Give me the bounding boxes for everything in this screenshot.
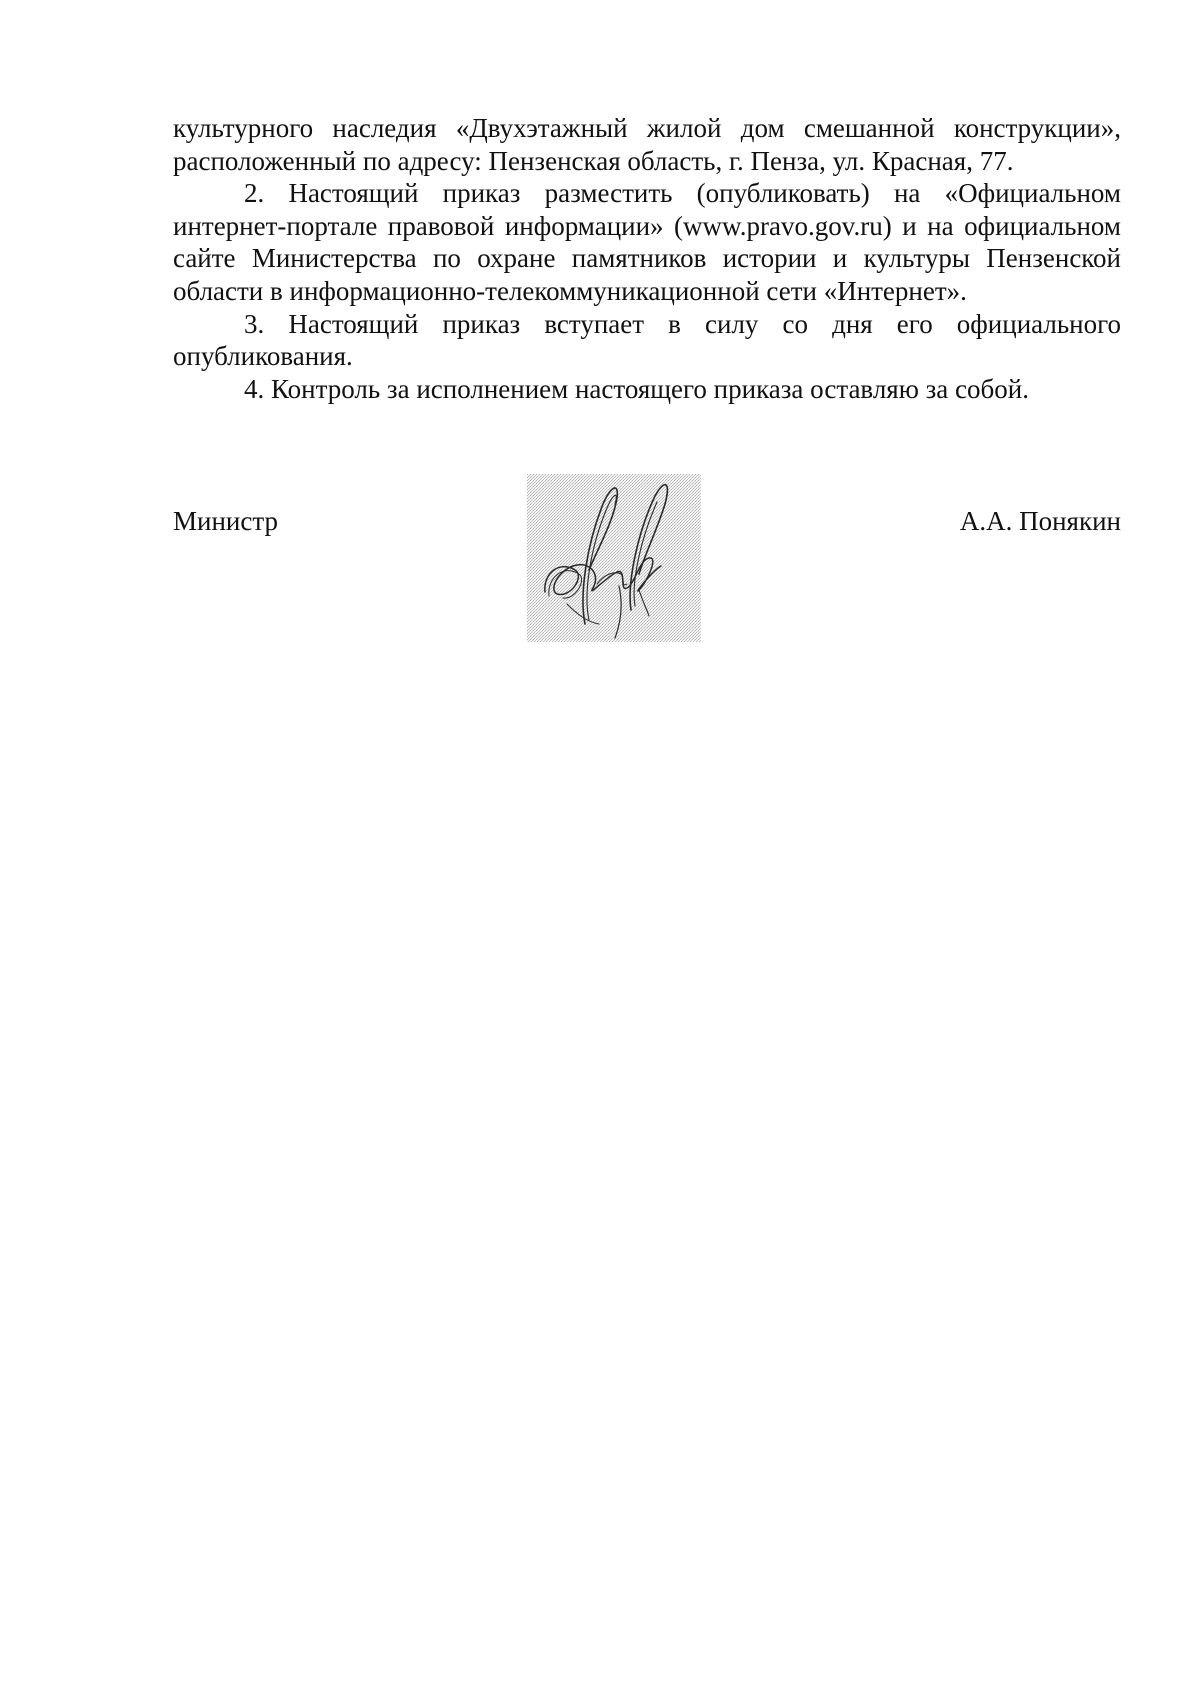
signature-svg (527, 474, 701, 642)
handwritten-signature-image (527, 474, 701, 642)
signer-position: Министр (173, 506, 278, 536)
document-body (173, 112, 1121, 405)
paragraph-item-4: 4. Контроль за исполнением настоящего приказа оставляю за собой. (244, 373, 1029, 404)
paragraph-continuation: культурного наследия «Двухэтажный жилой дом смешанной конструкции», расположенный по адресу: Пензенская область, г. Пенза, ул. Красная, 77. (173, 113, 1121, 176)
paragraph-item-2: 2. Настоящий приказ разместить (опубликовать) на «Официальном интернет-портале правовой информации» (www.pravo.gov.ru) и на официальном сайте Министерства по охране памятников истории и культуры Пензенской области в информационно-телекоммуникационной сети «Интернет». (173, 178, 1121, 306)
paragraph-item-3: 3. Настоящий приказ вступает в силу со дня его официального опубликования. (173, 308, 1121, 372)
signer-name: А.А. Понякин (959, 506, 1121, 536)
